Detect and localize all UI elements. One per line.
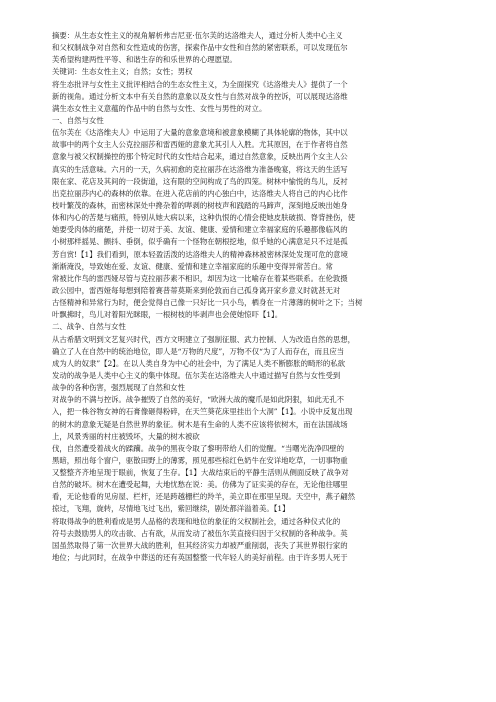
body-line: 上，风景秀丽的村庄被毁坏，大量的树木被砍 — [52, 431, 200, 441]
body-line: 新的视角。通过分析文本中有关自然的意象以及女性与自然对战争的控诉，可以展现达洛维 — [52, 91, 348, 101]
body-line: 出克拉丽莎内心的森林的依靠。在进入花店前的内心独白中，达洛维夫人将自己的内心比作 — [52, 188, 348, 198]
body-line: 国虽然取得了第一次世界大战的胜利，但其经济实力却被严重削弱，丧失了其世界银行家的 — [52, 540, 348, 550]
body-line: 战争的各种伤害，强烈展现了自然和女性 — [52, 383, 186, 393]
body-line: 体和内心的苦楚与痛煎，特别从她大病以来，这种仇恨的心情会使她皮肤破损、脊背挫伤，使 — [52, 213, 356, 223]
body-line: 确立了人在自然中的统治地位，即人是“万物的尺度”，万物不仅“为了人而存在，而且应当 — [52, 346, 345, 356]
body-line: 小树那样摇晃、颤抖、垂倒，似乎确有一个怪物在朝根挖地，似乎她的心满意足只不过是孤 — [52, 237, 348, 247]
body-line: 真实的生活意味。六月的一天，久病初愈的克拉丽莎在达洛维为准备晚宴，将这天的生活写 — [52, 164, 348, 174]
body-line: 限在家、花店及其间的一段街道，这有限的空间构成了鸟的四笼。树林中愉悦的鸟儿，反衬 — [52, 176, 348, 186]
body-line: 发动的战争是人类中心主义的集中体现。伍尔芙在达洛维夫人中通过描写自然与女性受到 — [52, 370, 341, 380]
body-line: 满生态女性主义意蕴的作品中的自然与女性、女性与男性的对立。 — [52, 103, 267, 113]
body-line: 从古希腊文明到文艺复兴时代，西方文明建立了强制征服、武力控制、人为改造自然的思想， — [52, 334, 356, 344]
body-line: 枝叶繁茂的森林，而密林深处中搀杂着的哔剥的树枝声和践踏的马蹄声，深刻地反映出她身 — [52, 200, 348, 210]
body-line: 古怪精神和异常行为时，便会觉得自己像一只好比一只小鸟，栖身在一片薄薄的树叶之下；当树 — [52, 298, 363, 308]
body-line: 又整整齐齐地呈现于眼前，恢复了生存。【1】大战结束后的平静生活则从侧面反映了战争对 — [52, 468, 349, 478]
section-heading: 一、自然与女性 — [52, 115, 104, 125]
body-line: 芳自赏!【1】我们看到，原本轻盈活泼的达洛维夫人的精神森林被密林深处发现可危的意境 — [52, 249, 348, 259]
body-line: 故事中的两个女主人公克拉丽莎和雷西娅的意象尤其引人入胜。尤其原因，在于作者将自然 — [52, 140, 348, 150]
body-line: 伍尔芙在《达洛维夫人》中运用了大量的意象意境和被意象模糊了具体轮廓的物体，其中以 — [52, 128, 348, 138]
keywords-line: 关键词：生态女性主义；自然；女性；男权 — [52, 67, 193, 77]
section-heading: 二、战争、自然与女性 — [52, 322, 126, 332]
body-line: 渐渐淹没，导致她在爱、友谊、健康、爱情和建立幸福家庭的乐趣中变得异常苦白。常 — [52, 261, 333, 271]
body-line: 政公园中，雷西娅每每想到陪着赛普蒂莫斯来到伦敦而自己孤身离开家乡意义时就甚无对 — [52, 285, 341, 295]
body-line: 她要受肉体的痛楚，并使一切对于美、友谊、健康、爱情和建立幸福家庭的乐趣都像临风的 — [52, 225, 348, 235]
body-line: 看，无论他看的见房屋、栏杆，还是跨越栅栏的羚羊，美立即在那里呈现。天空中，燕子翩然 — [52, 492, 356, 502]
body-line: 自然的破坏。树木在遭受起舞，大地忧愁在说：美。仿佛为了证实美的存在，无论他往哪里 — [52, 480, 348, 490]
body-line: 叶飘拂时，鸟儿对着阳光眯眼，一根树枝的毕剥声也会使她惊吓【1】。 — [52, 310, 283, 320]
body-line: 意象与被父权制操控的那个特定时代的女性结合起来，通过自然意象，反映出两个女主人公 — [52, 152, 348, 162]
body-line: 对战争的不满与控诉。战争摧毁了自然的美好，“欧洲大战的魔爪是如此阴狠，如此无孔不 — [52, 395, 345, 405]
body-line: 将取得战争的胜利看成是男人品格的表现和地位的象征的父权制社会，通过各种仪式化的 — [52, 516, 341, 526]
body-line: 成为人的奴隶”【2】。在以人类自身为中心的社会中，为了满足人类不断膨胀的畸形的私欲 — [52, 358, 346, 368]
abstract-line: 和父权制战争对自然和女性造成的伤害，探索作品中女性和自然的紧密联系，可以发现伍尔 — [52, 43, 348, 53]
body-line: 常被比作鸟的雷西娅尽管与克拉丽莎素不相识，却因为这一比喻存在着某些联系。在伦敦摄 — [52, 273, 348, 283]
body-line: 符号去鼓励男人的攻击欲、占有欲，从而发动了被伍尔芙直接归因于父权制的各种战争。英 — [52, 528, 348, 538]
body-line: 掠过，飞翔，旋转，尽情地飞过飞出，紫回继续，剧处都洋溢着美。【1】 — [52, 504, 290, 514]
body-line: 黑暗，照出每个窗户，驱散田野上的薄雾，照见那些棕红色奶牛在安详地吃草，一切事物重 — [52, 455, 348, 465]
body-line: 将生态批评与女性主义批评相结合的生态女性主义，为全面探究《达洛维夫人》提供了一个 — [52, 79, 348, 89]
body-line: 的树木的意象无疑是自然世界的象征。树木是有生命的人类不应该将依树木，而在法国战场 — [52, 419, 348, 429]
body-line: 伐，自然遭受着战火的蹂躏。战争的黑夜令取了黎明带给人们的觉醒。“当曙光洗净四壁的 — [52, 443, 345, 453]
abstract-line: 摘要：从生态女性主义的视角解析弗吉尼亚·伍尔芙的达洛维夫人，通过分析人类中心主义 — [52, 31, 343, 40]
abstract-line: 芙希望构建两性平等、和谐生存的和乐世界的心理愿望。 — [52, 55, 237, 65]
body-line: 入，把一株谷物女神的石膏像砸得粉碎，在天竺葵花床里挂出个大洞”【1】。小说中反复出现 — [52, 407, 353, 417]
body-line: 地位；与此同时，在战争中葬送的还有英国整整一代年轻人的美好前程。由于许多男人死于 — [52, 553, 348, 563]
